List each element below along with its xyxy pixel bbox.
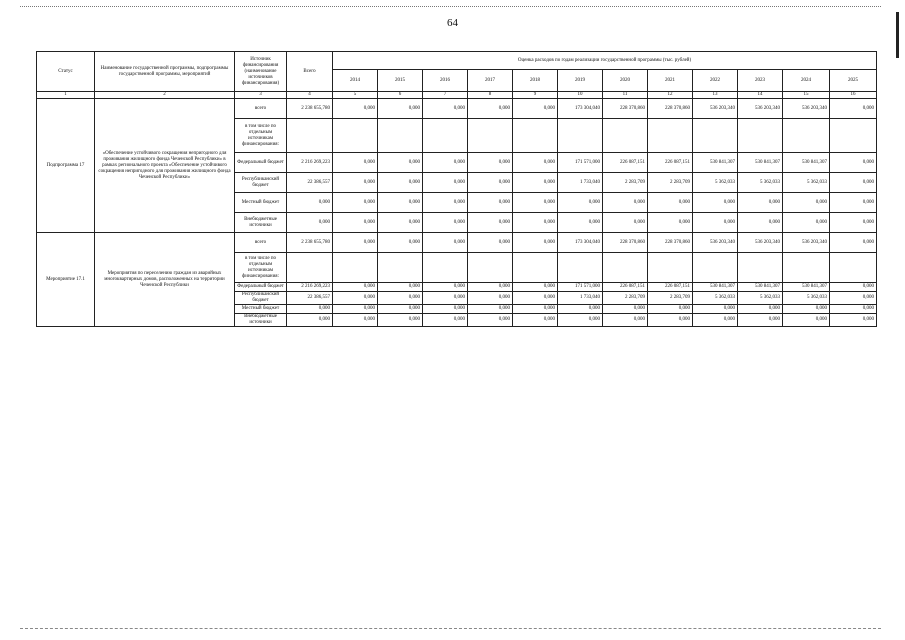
column-number: 16 [830,92,877,99]
year-value: 228 370,860 [648,233,693,253]
funding-source: Местный бюджет [235,305,287,314]
year-value: 0,000 [333,305,378,314]
year-value: 2 283,709 [648,173,693,193]
column-number: 6 [378,92,423,99]
total-value: 0,000 [287,314,333,327]
column-number: 7 [423,92,468,99]
year-value: 0,000 [333,213,378,233]
year-value: 0,000 [513,305,558,314]
year-value: 0,000 [468,99,513,119]
year-value: 0,000 [333,283,378,292]
year-value: 1 733,040 [558,173,603,193]
year-value: 0,000 [783,314,830,327]
year-value: 0,000 [378,153,423,173]
year-value: 0,000 [830,213,877,233]
header-year: 2020 [603,70,648,92]
year-value: 530 841,307 [693,283,738,292]
total-value [287,119,333,153]
year-value: 0,000 [333,233,378,253]
year-value: 0,000 [830,153,877,173]
header-year: 2021 [648,70,693,92]
year-value: 0,000 [513,153,558,173]
year-value [423,253,468,283]
page-number: 64 [447,17,458,29]
year-value: 0,000 [648,314,693,327]
year-value [830,119,877,153]
year-value: 226 087,151 [603,153,648,173]
section-name: «Обеспечение устойчивого сокращения непригодного для проживания жилищного фонда Чеченской Республики» в рамках регионального проекта «Обеспечение устойчивого сокращения непригодного для проживания жилищного фонда Чеченской Республики» [95,99,235,233]
year-value: 0,000 [468,283,513,292]
year-value: 0,000 [558,305,603,314]
year-value: 0,000 [693,314,738,327]
year-value: 0,000 [423,283,468,292]
total-value: 2 238 655,780 [287,233,333,253]
funding-source: Федеральный бюджет [235,153,287,173]
year-value: 2 283,709 [648,292,693,305]
funding-source: всего [235,99,287,119]
year-value: 530 841,307 [693,153,738,173]
year-value: 0,000 [468,193,513,213]
year-value: 0,000 [693,305,738,314]
year-value: 0,000 [333,173,378,193]
year-value: 0,000 [423,213,468,233]
year-value: 0,000 [558,314,603,327]
year-value: 0,000 [423,173,468,193]
year-value: 171 571,000 [558,153,603,173]
header-year: 2014 [333,70,378,92]
header-year: 2016 [423,70,468,92]
header-year: 2019 [558,70,603,92]
year-value: 1 733,040 [558,292,603,305]
year-value [603,119,648,153]
header-estimate: Оценка расходов по годам реализации государственной программы (тыс. рублей) [333,52,877,70]
year-value: 536 203,340 [738,233,783,253]
scan-edge-mark [896,12,899,58]
year-value: 0,000 [423,99,468,119]
header-year: 2024 [783,70,830,92]
header-total: Всего [287,52,333,92]
column-number: 11 [603,92,648,99]
total-value: 0,000 [287,213,333,233]
header-year: 2025 [830,70,877,92]
column-number: 15 [783,92,830,99]
total-value: 22 386,557 [287,292,333,305]
year-value [783,119,830,153]
section-name: Мероприятия по переселению граждан из аварийных многоквартирных домов, расположенных на территории Чеченской Республики [95,233,235,327]
year-value [468,253,513,283]
year-value [738,253,783,283]
year-value: 228 370,860 [648,99,693,119]
year-value [378,253,423,283]
year-value: 173 304,040 [558,233,603,253]
year-value [423,119,468,153]
year-value: 5 362,033 [693,173,738,193]
year-value: 0,000 [738,305,783,314]
funding-source: Внебюджетные источники [235,314,287,327]
year-value: 0,000 [333,292,378,305]
year-value [830,253,877,283]
year-value: 0,000 [423,314,468,327]
column-number: 8 [468,92,513,99]
year-value: 530 841,307 [738,153,783,173]
total-value: 0,000 [287,193,333,213]
year-value [693,253,738,283]
year-value: 0,000 [468,153,513,173]
funding-source: Внебюджетные источники [235,213,287,233]
year-value [468,119,513,153]
year-value: 0,000 [603,193,648,213]
total-value: 2 216 269,223 [287,283,333,292]
year-value: 0,000 [513,292,558,305]
column-number: 10 [558,92,603,99]
year-value: 5 362,033 [783,173,830,193]
year-value: 0,000 [603,305,648,314]
year-value: 0,000 [693,193,738,213]
header-year: 2022 [693,70,738,92]
year-value [558,253,603,283]
scan-artifact-bottom [20,628,881,629]
year-value [738,119,783,153]
year-value: 0,000 [378,292,423,305]
column-number: 3 [235,92,287,99]
year-value: 0,000 [738,213,783,233]
header-name: Наименование государственной программы, подпрограммы государственной программы, мероприятий [95,52,235,92]
year-value: 0,000 [333,153,378,173]
column-number: 12 [648,92,693,99]
total-value: 22 386,557 [287,173,333,193]
year-value: 0,000 [333,314,378,327]
section-status: Подпрограмма 17 [37,99,95,233]
year-value: 0,000 [513,233,558,253]
section-status: Мероприятие 17.1 [37,233,95,327]
column-number: 13 [693,92,738,99]
year-value: 530 841,307 [783,283,830,292]
funding-source: Республиканский бюджет [235,292,287,305]
header-year: 2018 [513,70,558,92]
year-value: 0,000 [830,99,877,119]
year-value: 0,000 [830,292,877,305]
year-value [378,119,423,153]
year-value: 0,000 [783,193,830,213]
year-value: 536 203,340 [783,233,830,253]
total-value: 2 216 269,223 [287,153,333,173]
year-value [648,119,693,153]
year-value: 536 203,340 [783,99,830,119]
year-value: 226 087,151 [603,283,648,292]
year-value: 0,000 [738,314,783,327]
year-value: 0,000 [468,173,513,193]
year-value: 0,000 [558,213,603,233]
year-value: 5 362,033 [738,173,783,193]
year-value: 228 370,860 [603,99,648,119]
year-value: 0,000 [830,193,877,213]
year-value: 0,000 [378,283,423,292]
year-value: 226 087,151 [648,153,693,173]
total-value: 0,000 [287,305,333,314]
scan-artifact-top [20,6,881,7]
year-value: 5 362,033 [693,292,738,305]
year-value: 5 362,033 [783,292,830,305]
year-value: 0,000 [648,305,693,314]
column-number: 5 [333,92,378,99]
header-year: 2023 [738,70,783,92]
year-value: 0,000 [468,314,513,327]
year-value: 0,000 [693,213,738,233]
year-value: 0,000 [830,283,877,292]
year-value [333,119,378,153]
year-value: 0,000 [513,314,558,327]
year-value: 5 362,033 [738,292,783,305]
table-row [37,233,877,253]
year-value: 0,000 [513,283,558,292]
column-number: 9 [513,92,558,99]
header-status: Статус [37,52,95,92]
year-value: 171 571,000 [558,283,603,292]
year-value: 0,000 [423,305,468,314]
year-value: 0,000 [378,99,423,119]
year-value: 0,000 [513,213,558,233]
year-value: 530 841,307 [738,283,783,292]
year-value: 0,000 [513,193,558,213]
year-value: 0,000 [558,193,603,213]
year-value: 173 304,040 [558,99,603,119]
funding-source: Республиканский бюджет [235,173,287,193]
year-value: 536 203,340 [738,99,783,119]
year-value: 0,000 [333,99,378,119]
year-value: 0,000 [830,314,877,327]
year-value: 0,000 [423,292,468,305]
year-value: 0,000 [423,193,468,213]
column-number: 2 [95,92,235,99]
year-value: 0,000 [378,305,423,314]
year-value: 0,000 [423,233,468,253]
column-number: 1 [37,92,95,99]
year-value: 0,000 [378,233,423,253]
budget-table [36,51,877,327]
total-value [287,253,333,283]
funding-source: в том числе по отдельным источникам финансирования: [235,119,287,153]
column-number: 4 [287,92,333,99]
year-value: 0,000 [378,213,423,233]
funding-source: Федеральный бюджет [235,283,287,292]
year-value: 0,000 [830,233,877,253]
table-row [37,99,877,119]
year-value: 2 283,709 [603,292,648,305]
year-value: 0,000 [513,99,558,119]
year-value: 0,000 [648,193,693,213]
column-number: 14 [738,92,783,99]
year-value: 0,000 [738,193,783,213]
header-source: Источник финансирования (наименование источников финансирования) [235,52,287,92]
year-value: 0,000 [468,213,513,233]
year-value [603,253,648,283]
year-value [558,119,603,153]
year-value [693,119,738,153]
header-year: 2017 [468,70,513,92]
year-value: 0,000 [378,193,423,213]
year-value: 0,000 [783,213,830,233]
year-value: 536 203,340 [693,233,738,253]
funding-source: Местный бюджет [235,193,287,213]
year-value: 0,000 [378,314,423,327]
year-value: 2 283,709 [603,173,648,193]
year-value [513,119,558,153]
year-value: 0,000 [468,233,513,253]
year-value: 0,000 [603,314,648,327]
year-value: 228 370,860 [603,233,648,253]
year-value: 0,000 [423,153,468,173]
year-value [513,253,558,283]
year-value: 0,000 [333,193,378,213]
year-value: 536 203,340 [693,99,738,119]
year-value: 226 087,151 [648,283,693,292]
year-value: 0,000 [468,305,513,314]
year-value: 0,000 [603,213,648,233]
year-value: 0,000 [648,213,693,233]
year-value: 0,000 [830,173,877,193]
year-value: 0,000 [830,305,877,314]
funding-source: в том числе по отдельным источникам финансирования: [235,253,287,283]
year-value [333,253,378,283]
year-value: 0,000 [513,173,558,193]
year-value: 0,000 [468,292,513,305]
header-year: 2015 [378,70,423,92]
year-value [648,253,693,283]
year-value: 0,000 [378,173,423,193]
year-value [783,253,830,283]
year-value: 0,000 [783,305,830,314]
total-value: 2 238 655,780 [287,99,333,119]
year-value: 530 841,307 [783,153,830,173]
funding-source: всего [235,233,287,253]
